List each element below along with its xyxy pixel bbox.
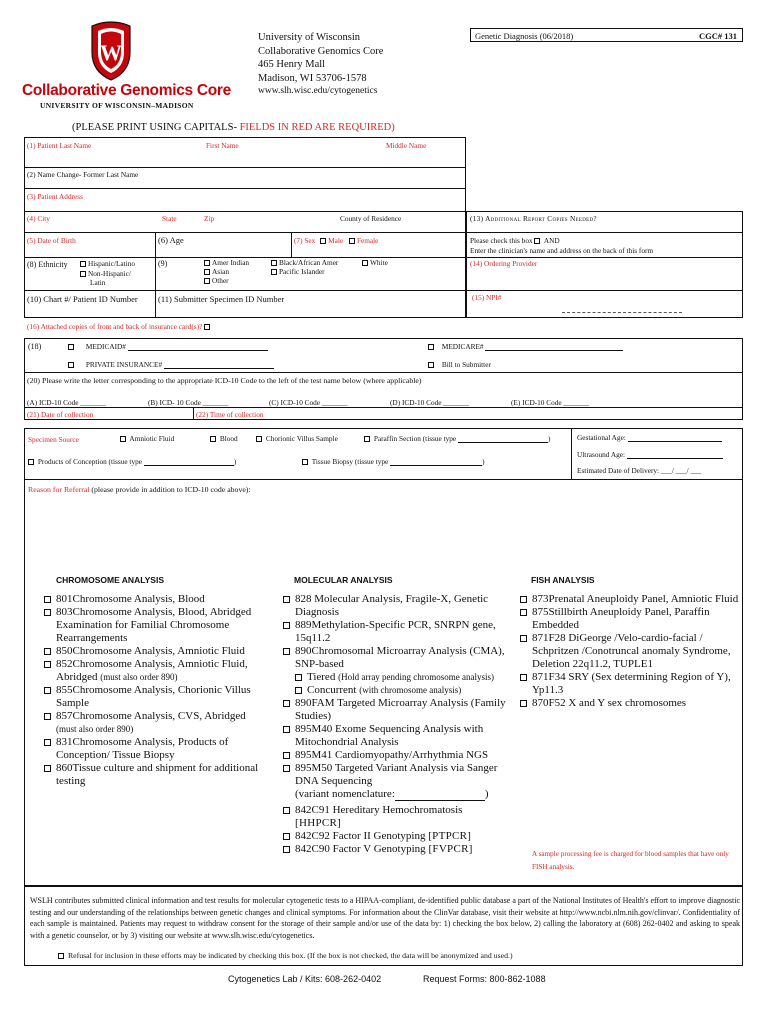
test-895m50[interactable]: 895M50 Targeted Variant Analysis via Sanger DNA Sequencing: [283, 762, 511, 788]
test-855-checkbox[interactable]: [44, 687, 51, 694]
form-title-box: [470, 28, 743, 42]
lab-phone: Cytogenetics Lab / Kits: 608-262-0402: [228, 974, 382, 984]
refusal-option: Refusal for inclusion in these efforts may be indicated by checking this box. (If the box is not checked, the data will be anonymized and used.): [58, 951, 513, 960]
city-field[interactable]: (4) City: [27, 214, 50, 223]
test-842c92[interactable]: 842C92 Factor II Genotyping [PTPCR]: [283, 830, 511, 843]
test-831-checkbox[interactable]: [44, 739, 51, 746]
test-889-checkbox[interactable]: [283, 622, 290, 629]
address-line: Collaborative Genomics Core: [258, 45, 384, 57]
icd-instruction: (20) Please write the letter corresponding to the appropriate ICD-10 Code to the left of the test name below (where applicable): [27, 376, 422, 385]
molecular-test-list: 828 Molecular Analysis, Fragile-X, Genetic Diagnosis 889Methylation-Specific PCR, SNRPN gene, 15q11.2 890Chromosomal Microarray Analysis (CMA), SNP-based Tiered (Hold array pending chromosome analysis) Concurrent (with chromosome analysis) 890FAM Targeted Microarray Analysis (Family Studies) 895M40 Exome Sequencing Analysis with Mitochondrial Analysis 895M41 Cardiomyopathy/Arrhythmia NGS 895M50 Targeted Variant Analysis via Sanger DNA Sequencing (variant nomenclature: ) 842C91 Hereditary Hemochromatosis [HHPCR] 842C92 Factor II Genotyping [PTPCR] 842C90 Factor V Genotyping [FVPCR]: [283, 593, 511, 856]
tissue-biopsy-line[interactable]: [390, 458, 482, 466]
crest-logo: [88, 18, 134, 82]
request-forms-phone: Request Forms: 800-862-1088: [423, 974, 546, 984]
ethnicity-options: Hispanic/Latino Non-Hispanic/ Latin: [80, 259, 135, 288]
test-831[interactable]: 831Chromosome Analysis, Products of Conception/ Tissue Biopsy: [44, 736, 266, 762]
test-850-checkbox[interactable]: [44, 648, 51, 655]
consent-text: WSLH contributes submitted clinical information and test results for molecular cytogenetic tests to a HIPAA-compliant, de-identified public database a part of the National Institutes of Health's effort to improve diagnostic testing and our understanding of the relationships between genetic changes and clinical symptoms. For information about the ClinVar database, visit their website at http://www.ncbi.nlm.nih.gov/clinvar/. Confidentiality of each sample is maintained. Patients may request to withdraw consent for the storage of their sample and/or use of the data by: 1) checking the box below, 2) calling the laboratory at (608) 262-0402 and asking to speak with a genetic counselor, or by 3) visiting our website at www.slh.wisc.edu/cytogenetics.: [30, 896, 740, 940]
fish-fee-note: A sample processing fee is charged for blood samples that have only FISH analysis.: [532, 850, 729, 871]
county-field[interactable]: County of Residence: [340, 214, 402, 223]
test-842c91-checkbox[interactable]: [283, 807, 290, 814]
test-890[interactable]: 890Chromosomal Microarray Analysis (CMA), SNP-based: [283, 645, 511, 671]
amniotic-checkbox[interactable]: [120, 436, 126, 442]
test-842c90[interactable]: 842C90 Factor V Genotyping [FVPCR]: [283, 843, 511, 856]
test-871f28[interactable]: 871F28 DiGeorge /Velo-cardio-facial / Schpritzen /Conotruncal anomaly Syndrome, Deletion 22q11.2, TUPLE1: [520, 632, 742, 671]
chart-id-field[interactable]: (10) Chart #/ Patient ID Number: [27, 294, 138, 304]
test-842c91[interactable]: 842C91 Hereditary Hemochromatosis: [283, 804, 511, 817]
icd-code-d[interactable]: (D) ICD-10 Code _______: [390, 398, 469, 407]
date-of-birth-field[interactable]: (5) Date of Birth: [27, 236, 76, 245]
lab-address: [258, 31, 383, 99]
test-875[interactable]: 875Stillbirth Aneuploidy Panel, Paraffin Embedded: [520, 606, 742, 632]
form-title: Genetic Diagnosis: [475, 31, 538, 41]
test-852[interactable]: 852Chromosome Analysis, Amniotic Fluid, Abridged (must also order 890): [44, 658, 266, 684]
paraffin-checkbox[interactable]: [364, 436, 370, 442]
address-line: Madison, WI 53706-1578: [258, 72, 367, 84]
blood-option: Blood: [210, 434, 238, 443]
test-828[interactable]: 828 Molecular Analysis, Fragile-X, Genetic Diagnosis: [283, 593, 511, 619]
private-insurance-number-line[interactable]: [164, 361, 274, 369]
medicare-number-line[interactable]: [485, 343, 623, 351]
test-857[interactable]: 857Chromosome Analysis, CVS, Abridged: [44, 710, 266, 723]
crest-letter: W: [100, 40, 122, 65]
org-logo-text: Collaborative Genomics Core: [22, 82, 231, 99]
form-id: CGC# 131: [698, 31, 737, 41]
test-828-checkbox[interactable]: [283, 596, 290, 603]
race-options-1: Amer Indian Asian Other: [204, 258, 249, 285]
test-895m40-checkbox[interactable]: [283, 726, 290, 733]
address-line: 465 Henry Mall: [258, 59, 326, 70]
test-855[interactable]: 855Chromosome Analysis, Chorionic Villus Sample: [44, 684, 266, 710]
additional-copies-checkbox[interactable]: [534, 238, 540, 244]
npi-blanks: [562, 312, 682, 313]
private-insurance-checkbox[interactable]: [68, 362, 74, 368]
race-options-2: Black/African Amer Pacific Islander: [271, 258, 338, 276]
tiered-checkbox[interactable]: [295, 674, 302, 681]
paraffin-option: Paraffin Section (tissue type ): [364, 434, 550, 443]
test-895m50-checkbox[interactable]: [283, 765, 290, 772]
chorionic-option: Chorionic Villus Sample: [256, 434, 338, 443]
test-890-concurrent[interactable]: Concurrent (with chromosome analysis): [283, 684, 511, 697]
test-801[interactable]: 801Chromosome Analysis, Blood: [44, 593, 266, 606]
test-801-checkbox[interactable]: [44, 596, 51, 603]
paraffin-tissue-line[interactable]: [458, 435, 548, 443]
molecular-analysis-title: MOLECULAR ANALYSIS: [294, 575, 393, 585]
test-870f52[interactable]: 870F52 X and Y sex chromosomes: [520, 697, 742, 710]
concurrent-checkbox[interactable]: [295, 687, 302, 694]
test-890fam-checkbox[interactable]: [283, 700, 290, 707]
print-instructions: (PLEASE PRINT USING CAPITALS- FIELDS IN RED ARE REQUIRED): [72, 122, 395, 133]
ethnicity-label: (8) Ethnicity: [27, 260, 68, 269]
address-line: University of Wisconsin: [258, 32, 361, 43]
race-label: (9): [158, 259, 168, 268]
products-option: Products of Conception (tissue type ): [28, 457, 236, 466]
test-895m41-checkbox[interactable]: [283, 752, 290, 759]
refusal-checkbox[interactable]: [58, 953, 64, 959]
patient-middle-name-field[interactable]: Middle Name: [386, 141, 427, 150]
amniotic-option: Amniotic Fluid: [120, 434, 174, 443]
non-hispanic-checkbox[interactable]: [80, 271, 86, 277]
chromosome-test-list: [44, 593, 266, 788]
hispanic-checkbox[interactable]: [80, 261, 86, 267]
patient-address-field[interactable]: (3) Patient Address: [27, 192, 83, 201]
test-871f34[interactable]: 871F34 SRY (Sex determining Region of Y), Yp11.3: [520, 671, 742, 697]
male-checkbox[interactable]: [320, 238, 326, 244]
medicare-option: MEDICARE#: [428, 342, 623, 351]
insurance-cards-question: (16) Attached copies of front and back of insurance card(s)?: [27, 322, 212, 331]
test-803-checkbox[interactable]: [44, 609, 51, 616]
medicare-checkbox[interactable]: [428, 344, 434, 350]
female-checkbox[interactable]: [349, 238, 355, 244]
gestational-age-field[interactable]: Gestational Age:: [577, 433, 722, 442]
billing-label: (18): [28, 342, 42, 351]
submitter-specimen-id-field[interactable]: (11) Submitter Specimen ID Number: [158, 294, 285, 304]
estimated-delivery-field[interactable]: Estimated Date of Delivery: ___/ ___/ ___: [577, 466, 702, 475]
specimen-source-label: Specimen Source: [28, 435, 79, 444]
amer-indian-checkbox[interactable]: [204, 260, 210, 266]
test-890-tiered[interactable]: Tiered (Hold array pending chromosome analysis): [283, 671, 511, 684]
icd-code-a[interactable]: (A) ICD-10 Code _______: [27, 398, 106, 407]
icd-code-e[interactable]: (E) ICD-10 Code _______: [511, 398, 590, 407]
test-895m41[interactable]: 895M41 Cardiomyopathy/Arrhythmia NGS: [283, 749, 511, 762]
products-checkbox[interactable]: [28, 459, 34, 465]
tissue-biopsy-option: Tissue Biopsy (tissue type ): [302, 457, 485, 466]
test-890-checkbox[interactable]: [283, 648, 290, 655]
reason-for-referral-label: Reason for Referral (please provide in addition to ICD-10 code above):: [28, 485, 251, 494]
blood-checkbox[interactable]: [210, 436, 216, 442]
private-insurance-option: PRIVATE INSURANCE#: [68, 360, 274, 369]
ordering-provider-field[interactable]: (14) Ordering Provider: [470, 259, 538, 268]
icd-code-b[interactable]: (B) ICD- 10 Code _______: [148, 398, 229, 407]
test-857-checkbox[interactable]: [44, 713, 51, 720]
products-tissue-line[interactable]: [144, 458, 234, 466]
test-873[interactable]: 873Prenatal Aneuploidy Panel, Amniotic Fluid: [520, 593, 742, 606]
time-of-collection-field[interactable]: (22) Time of collection: [196, 410, 264, 419]
test-850[interactable]: 850Chromosome Analysis, Amniotic Fluid: [44, 645, 266, 658]
name-change-field[interactable]: (2) Name Change- Former Last Name: [27, 170, 139, 179]
form-date: (06/2018): [539, 31, 574, 41]
test-870f52-checkbox[interactable]: [520, 700, 527, 707]
npi-field[interactable]: (15) NPI#: [472, 293, 502, 302]
bill-to-submitter-checkbox[interactable]: [428, 362, 434, 368]
test-842c90-checkbox[interactable]: [283, 846, 290, 853]
asian-checkbox[interactable]: [204, 269, 210, 275]
icd-code-c[interactable]: (C) ICD-10 Code _______: [269, 398, 348, 407]
test-895m40[interactable]: 895M40 Exome Sequencing Analysis with Mitochondrial Analysis: [283, 723, 511, 749]
patient-last-name-field[interactable]: (1) Patient Last Name: [27, 141, 92, 150]
test-875-checkbox[interactable]: [520, 609, 527, 616]
sex-field: (7) Sex Male Female: [294, 236, 379, 245]
test-860[interactable]: 860Tissue culture and shipment for additional testing: [44, 762, 266, 788]
test-871f28-checkbox[interactable]: [520, 635, 527, 642]
zip-field[interactable]: Zip: [204, 214, 215, 223]
test-889[interactable]: 889Methylation-Specific PCR, SNRPN gene, 15q11.2: [283, 619, 511, 645]
chorionic-checkbox[interactable]: [256, 436, 262, 442]
pacific-islander-checkbox[interactable]: [271, 269, 277, 275]
chromosome-analysis-title: CHROMOSOME ANALYSIS: [56, 575, 164, 585]
test-890fam[interactable]: 890FAM Targeted Microarray Analysis (Family Studies): [283, 697, 511, 723]
medicaid-option: MEDICAID#: [68, 342, 268, 351]
age-field[interactable]: (6) Age: [158, 235, 184, 245]
insurance-cards-checkbox[interactable]: [204, 324, 210, 330]
test-842c92-checkbox[interactable]: [283, 833, 290, 840]
patient-first-name-field[interactable]: First Name: [206, 141, 239, 150]
race-options-3: White: [362, 258, 388, 267]
fish-analysis-title: FISH ANALYSIS: [531, 575, 595, 585]
university-logo-text: UNIVERSITY OF WISCONSIN–MADISON: [40, 101, 194, 110]
medicaid-number-line[interactable]: [128, 343, 268, 351]
test-857-note: (must also order 890): [56, 724, 134, 734]
bill-to-submitter-option: Bill to Submitter: [428, 360, 491, 369]
test-852-checkbox[interactable]: [44, 661, 51, 668]
tissue-biopsy-checkbox[interactable]: [302, 459, 308, 465]
white-checkbox[interactable]: [362, 260, 368, 266]
ultrasound-age-field[interactable]: Ultrasound Age:: [577, 450, 723, 459]
test-873-checkbox[interactable]: [520, 596, 527, 603]
additional-copies-title: (13) Additional Report Copies Needed?: [470, 214, 597, 223]
date-of-collection-field[interactable]: (21) Date of collection: [27, 410, 94, 419]
variant-nomenclature-field[interactable]: (variant nomenclature: ): [295, 788, 489, 800]
lab-website: www.slh.wisc.edu/cytogenetics: [258, 86, 378, 96]
other-race-checkbox[interactable]: [204, 278, 210, 284]
test-860-checkbox[interactable]: [44, 765, 51, 772]
fish-test-list: [520, 593, 742, 710]
additional-copies-instructions: Please check this box AND Enter the clinician's name and address on the back of this form: [470, 236, 654, 255]
medicaid-checkbox[interactable]: [68, 344, 74, 350]
state-field[interactable]: State: [162, 214, 177, 223]
test-871f34-checkbox[interactable]: [520, 674, 527, 681]
test-803[interactable]: 803Chromosome Analysis, Blood, Abridged Examination for Familial Chromosome Rearrangements: [44, 606, 266, 645]
black-checkbox[interactable]: [271, 260, 277, 266]
